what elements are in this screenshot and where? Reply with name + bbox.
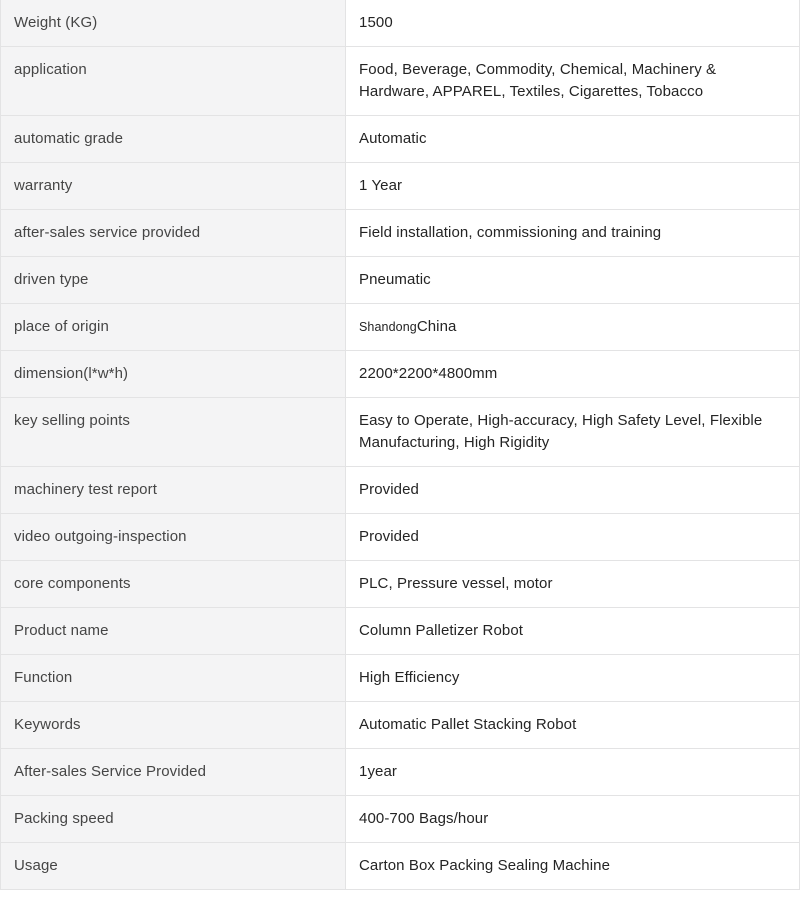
spec-attribute-value: High Efficiency [346, 655, 799, 701]
spec-attribute-label: driven type [1, 257, 346, 303]
spec-attribute-label: place of origin [1, 304, 346, 350]
spec-attribute-label: Packing speed [1, 796, 346, 842]
spec-row [1, 398, 799, 467]
spec-row [1, 351, 799, 398]
spec-attribute-label: machinery test report [1, 467, 346, 513]
spec-row [1, 467, 799, 514]
spec-attribute-value: Food, Beverage, Commodity, Chemical, Machinery & Hardware, APPAREL, Textiles, Cigarettes, Tobacco [346, 47, 799, 115]
spec-row [1, 163, 799, 210]
spec-attribute-label: Weight (KG) [1, 0, 346, 46]
spec-attribute-label: key selling points [1, 398, 346, 466]
spec-row [1, 655, 799, 702]
spec-attribute-value: 1 Year [346, 163, 799, 209]
spec-row [1, 210, 799, 257]
spec-attribute-label: After-sales Service Provided [1, 749, 346, 795]
spec-attribute-label: Usage [1, 843, 346, 889]
spec-attribute-value: Provided [346, 514, 799, 560]
spec-attribute-value: Pneumatic [346, 257, 799, 303]
spec-row [1, 257, 799, 304]
spec-row [1, 304, 799, 351]
spec-attribute-value: Automatic [346, 116, 799, 162]
spec-attribute-value: Carton Box Packing Sealing Machine [346, 843, 799, 889]
spec-attribute-value: 2200*2200*4800mm [346, 351, 799, 397]
spec-row [1, 749, 799, 796]
spec-attribute-label: Function [1, 655, 346, 701]
spec-attribute-label: dimension(l*w*h) [1, 351, 346, 397]
spec-attribute-label: warranty [1, 163, 346, 209]
spec-row [1, 702, 799, 749]
spec-attribute-label: video outgoing-inspection [1, 514, 346, 560]
spec-attribute-value: Column Palletizer Robot [346, 608, 799, 654]
spec-attribute-value: Field installation, commissioning and training [346, 210, 799, 256]
spec-attribute-label: automatic grade [1, 116, 346, 162]
spec-row [1, 843, 799, 890]
spec-row [1, 116, 799, 163]
spec-row [1, 0, 799, 47]
spec-row [1, 514, 799, 561]
spec-attribute-label: Product name [1, 608, 346, 654]
spec-attribute-value: Easy to Operate, High-accuracy, High Safety Level, Flexible Manufacturing, High Rigidity [346, 398, 799, 466]
spec-attribute-value: Provided [346, 467, 799, 513]
spec-row [1, 796, 799, 843]
spec-row [1, 608, 799, 655]
spec-value-small-prefix: Shandong [359, 320, 417, 334]
spec-attribute-value: 1500 [346, 0, 799, 46]
spec-attribute-value: 400-700 Bags/hour [346, 796, 799, 842]
spec-value-main: China [416, 318, 457, 335]
spec-attribute-value: 1year [346, 749, 799, 795]
spec-attribute-label: after-sales service provided [1, 210, 346, 256]
spec-attribute-label: Keywords [1, 702, 346, 748]
spec-row [1, 47, 799, 116]
spec-attribute-value [346, 304, 799, 350]
spec-attribute-label: application [1, 47, 346, 115]
spec-attribute-label: core components [1, 561, 346, 607]
spec-attribute-value: PLC, Pressure vessel, motor [346, 561, 799, 607]
spec-row [1, 561, 799, 608]
spec-attribute-value: Automatic Pallet Stacking Robot [346, 702, 799, 748]
